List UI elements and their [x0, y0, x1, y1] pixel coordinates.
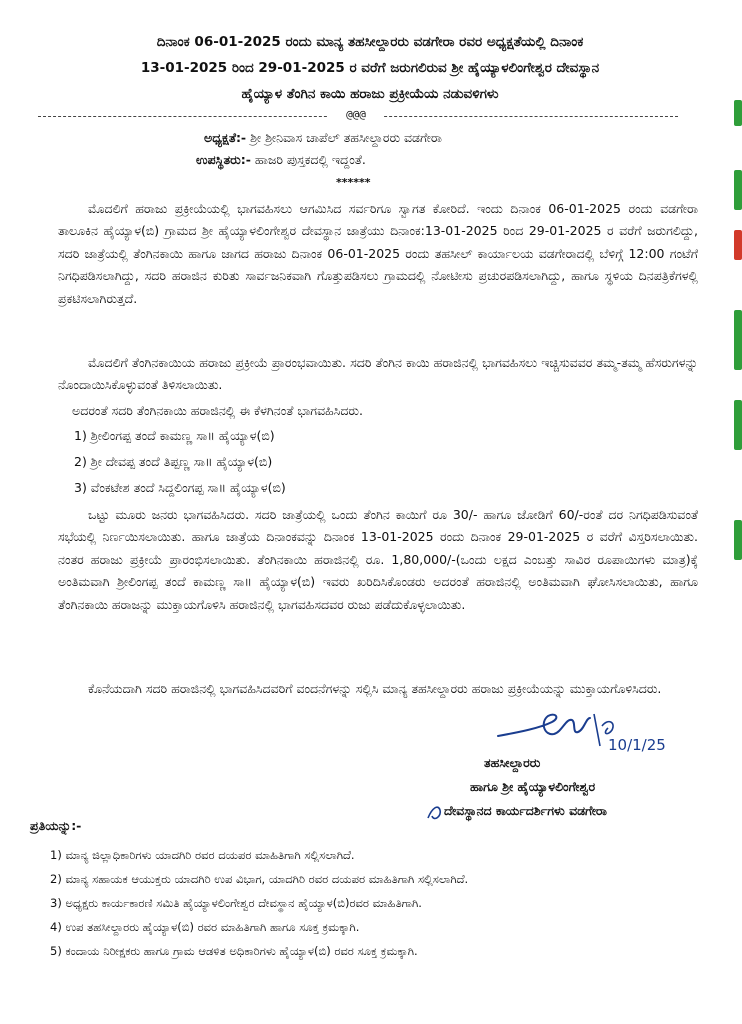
paragraph-1: [58, 198, 698, 310]
present-row: [196, 150, 366, 170]
copy-recipient-item: 1) ಮಾನ್ಯ ಜಿಲ್ಲಾಧಿಕಾರಿಗಳು ಯಾದಗಿರಿ ರವರ ದಯಪರ ಮಾಹಿತಿಗಾಗಿ ಸಲ್ಲಿಸಲಾಗಿದೆ.: [50, 848, 355, 862]
title-line-3: ಹೈಯ್ಯಾಳ ತೆಂಗಿನ ಕಾಯಿ ಹರಾಜು ಪ್ರಕ್ರೀಯೆಯ ನಡುವಳಿಗಳು: [241, 86, 499, 102]
title-line-1: ದಿನಾಂಕ 06-01-2025 ರಂದು ಮಾನ್ಯ ತಹಸೀಲ್ದಾರರು ವಡಗೇರಾ ರವರ ಅಧ್ಯಕ್ಷತೆಯಲ್ಲಿ ದಿನಾಂಕ: [156, 34, 584, 50]
copy-recipient-item: 3) ಅಧ್ಯಕ್ಷರು ಕಾರ್ಯಕಾರಣಿ ಸಮಿತಿ ಹೈಯ್ಯಾಳಲಿಂಗೇಶ್ವರ ದೇವಸ್ಥಾನ ಹೈಯ್ಯಾಳ(ಬಿ)ರವರ ಮಾಹಿತಿಗಾಗಿ.: [50, 896, 422, 910]
paragraph-4-text: ಒಟ್ಟು ಮೂರು ಜನರು ಭಾಗವಹಿಸಿದರು. ಸದರಿ ಜಾತ್ರೆಯಲ್ಲಿ ಒಂದು ತೆಂಗಿನ ಕಾಯಿಗೆ ರೂ 30/- ಹಾಗೂ ಜೋಡಿಗೆ 60/-ರಂತೆ ದರ ನಿಗಧಿಪಡಿಸುವಂತೆ ಸಭೆಯಲ್ಲಿ ನಿರ್ಣಯಿಸಲಾಯಿತು. ಹಾಗೂ ಜಾತ್ರೆಯ ದಿನಾಂಕವನ್ನು ದಿನಾಂಕ 13-01-2025 ರಂದು ದಿನಾಂಕ 29-01-2025 ರ ವರೆಗೆ ವಿಸ್ತರಿಸಲಾಯಿತು. ನಂತರ ಹರಾಜು ಪ್ರಕ್ರೀಯೆ ಪ್ರಾರಂಭಿಸಲಾಯಿತು. ತೆಂಗಿನಕಾಯಿ ಹರಾಜಿನಲ್ಲಿ ರೂ. 1,80,000/-(ಒಂದು ಲಕ್ಷದ ಎಂಬತ್ತು ಸಾವಿರ ರೂಪಾಯಿಗಳು ಮಾತ್ರ)ಕ್ಕೆ ಅಂತಿಮವಾಗಿ ಶ್ರೀಲಿಂಗಪ್ಪ ತಂದೆ ಕಾಮಣ್ಣ ಸಾ॥ ಹೈಯ್ಯಾಳ(ಬಿ) ಇವರು ಖರಿದಿಸಿಕೊಂಡರು ಅದರಂತೆ ಹರಾಜಿನಲ್ಲಿ ಅಂತಿಮವಾಗಿ ಘೋಸಿಸಲಾಯಿತು, ಹಾಗೂ ತೆಂಗಿನಕಾಯಿ ಹರಾಜನ್ನು ಮುಕ್ತಾಯಗೊಳಿಸಿ ಹರಾಜಿನಲ್ಲಿ ಭಾಗವಹಿಸದವರ ರುಜು ಪಡೆದುಕೊಳ್ಳಲಾಯಿತು.: [58, 507, 698, 612]
bidder-item: 1) ಶ್ರೀಲಿಂಗಪ್ಪ ತಂದೆ ಕಾಮಣ್ಣ ಸಾ॥ ಹೈಯ್ಯಾಳ(ಬಿ): [74, 428, 275, 443]
page-edge-strip: [734, 80, 742, 620]
paragraph-3: [72, 400, 672, 422]
signatory-line-3: ದೇವಸ್ಥಾನದ ಕಾರ್ಯದರ್ಶಿಗಳು ವಡಗೇರಾ: [444, 803, 607, 818]
paragraph-2: [58, 352, 698, 397]
edge-mark: [734, 100, 742, 126]
copy-recipient-item: 5) ಕಂದಾಯ ನಿರೀಕ್ಷಕರು ಹಾಗೂ ಗ್ರಾಮ ಆಡಳಿತ ಅಧಿಕಾರಿಗಳು ಹೈಯ್ಯಾಳ(ಬಿ) ರವರ ಸೂಕ್ತ ಕ್ರಮಕ್ಕಾಗಿ.: [50, 944, 418, 958]
edge-mark: [734, 310, 742, 370]
initial-tick-icon: [424, 800, 450, 826]
stars-divider: ******: [336, 176, 371, 189]
edge-mark: [734, 520, 742, 560]
chair-label: ಅಧ್ಯಕ್ಷತೆ:-: [204, 130, 247, 145]
paragraph-1-text: ಮೊದಲಿಗೆ ಹರಾಜು ಪ್ರಕ್ರೀಯೆಯಲ್ಲಿ ಭಾಗವಹಿಸಲು ಆಗಮಿಸಿದ ಸರ್ವರಿಗೂ ಸ್ವಾಗತ ಕೋರಿದೆ. ಇಂದು ದಿನಾಂಕ 06-01-2025 ರಂದು ವಡಗೇರಾ ತಾಲೂಕಿನ ಹೈಯ್ಯಾಳ(ಬಿ) ಗ್ರಾಮದ ಶ್ರೀ ಹೈಯ್ಯಾಳಲಿಂಗೇಶ್ವರ ದೇವಸ್ಥಾನ ಜಾತ್ರೆಯು ದಿನಾಂಕ:13-01-2025 ರಿಂದ 29-01-2025 ರ ವರೆಗೆ ಜರುಗಲಿದ್ದು, ಸದರಿ ಜಾತ್ರೆಯಲ್ಲಿ ತೆಂಗಿನಕಾಯಿ ಹಾಗೂ ಜಾಗದ ಹರಾಜು ದಿನಾಂಕ 06-01-2025 ರಂದು ತಹಸೀಲ್ ಕಾರ್ಯಾಲಯ ವಡಗೇರಾದಲ್ಲಿ ಬೆಳಿಗ್ಗೆ 12:00 ಗಂಟೆಗೆ ನಿಗಧಿಪಡಿಸಲಾಗಿದ್ದು, ಸದರಿ ಹರಾಜಿನ ಕುರಿತು ಸಾರ್ವಜನಿಕವಾಗಿ ಗೊತ್ತುಪಡಿಸಲು ಗ್ರಾಮದಲ್ಲಿ ನೋಟೀಸು ಪ್ರಚುರಪಡಿಸಲಾಗಿದ್ದು, ಹಾಗೂ ಸ್ಥಳಿಯ ದಿನಪತ್ರಿಕೆಗಳಲ್ಲಿ ಪ್ರಕಟಿಸಲಾಗಿರುತ್ತದೆ.: [58, 201, 698, 306]
copy-recipient-item: 2) ಮಾನ್ಯ ಸಹಾಯಕ ಆಯುಕ್ತರು ಯಾದಗಿರಿ ಉಪ ವಿಭಾಗ, ಯಾದಗಿರಿ ರವರ ದಯಪರ ಮಾಹಿತಿಗಾಗಿ ಸಲ್ಲಿಸಲಾಗಿದೆ.: [50, 872, 469, 886]
edge-mark: [734, 170, 742, 210]
signatory-line-1: ತಹಸೀಲ್ದಾರರು: [484, 755, 541, 770]
edge-mark: [734, 230, 742, 260]
signatory-line-2: ಹಾಗೂ ಶ್ರೀ ಹೈಯ್ಯಾಳಲಿಂಗೇಶ್ವರ: [470, 779, 596, 794]
paragraph-2-text: ಮೊದಲಿಗೆ ತೆಂಗಿನಕಾಯಿಯ ಹರಾಜು ಪ್ರಕ್ರೀಯೆ ಪ್ರಾರಂಭವಾಯಿತು. ಸದರಿ ತೆಂಗಿನ ಕಾಯಿ ಹರಾಜಿನಲ್ಲಿ ಭಾಗವಹಿಸಲು ಇಚ್ಚಿಸುವವರ ತಮ್ಮ-ತಮ್ಮ ಹೆಸರುಗಳನ್ನು ನೊಂದಾಯಿಸಿಕೊಳ್ಳುವಂತೆ ತಿಳಿಸಲಾಯಿತು.: [58, 355, 698, 393]
bidder-item: 3) ವೆಂಕಟೇಶ ತಂದೆ ಸಿದ್ದಲಿಂಗಪ್ಪ ಸಾ॥ ಹೈಯ್ಯಾಳ(ಬಿ): [74, 480, 286, 495]
chair-value: ಶ್ರೀ ಶ್ರೀನಿವಾಸ ಚಾಪೆಲ್ ತಹಸೀಲ್ದಾರರು ವಡಗೇರಾ: [250, 130, 442, 145]
paragraph-3-text: ಅದರಂತೆ ಸದರಿ ತೆಂಗಿನಕಾಯಿ ಹರಾಜಿನಲ್ಲಿ ಈ ಕೆಳಗಿನಂತೆ ಭಾಗವಹಿಸಿದರು.: [72, 403, 363, 418]
present-label: ಉಪಸ್ಥಿತರು:-: [196, 152, 251, 167]
signature-date: 10/1/25: [608, 736, 666, 754]
present-value: ಹಾಜರಿ ಪುಸ್ತಕದಲ್ಲಿ ಇದ್ದಂತೆ.: [254, 152, 366, 167]
bidder-item: 2) ಶ್ರೀ ದೇವಪ್ಪ ತಂದೆ ತಿಪ್ಪಣ್ಣ ಸಾ॥ ಹೈಯ್ಯಾಳ(ಬಿ): [74, 454, 273, 469]
paragraph-5: [58, 678, 698, 700]
copy-recipient-item: 4) ಉಪ ತಹಸೀಲ್ದಾರರು ಹೈಯ್ಯಾಳ(ಬಿ) ರವರ ಮಾಹಿತಿಗಾಗಿ ಹಾಗೂ ಸೂಕ್ತ ಕ್ರಮಕ್ಕಾಗಿ.: [50, 920, 360, 934]
copies-label: ಪ್ರತಿಯನ್ನು:-: [30, 818, 82, 833]
chair-row: [204, 128, 442, 148]
title-line-2: 13-01-2025 ರಿಂದ 29-01-2025 ರ ವರೆಗೆ ಜರುಗಲಿರುವ ಶ್ರೀ ಹೈಯ್ಯಾಳಲಿಂಗೇಶ್ವರ ದೇವಸ್ಥಾನ: [140, 60, 600, 76]
paragraph-4: [58, 504, 698, 616]
paragraph-5-text: ಕೊನೆಯದಾಗಿ ಸದರಿ ಹರಾಜಿನಲ್ಲಿ ಭಾಗವಹಿಸಿದವರಿಗೆ ವಂದನೆಗಳನ್ನು ಸಲ್ಲಿಸಿ ಮಾನ್ಯ ತಹಸೀಲ್ದಾರರು ಹರಾಜು ಪ್ರಕ್ರೀಯೆಯನ್ನು ಮುಕ್ತಾಯಗೊಳಿಸಿದರು.: [88, 681, 662, 696]
separator-mark: @@@: [328, 106, 384, 124]
edge-mark: [734, 400, 742, 450]
